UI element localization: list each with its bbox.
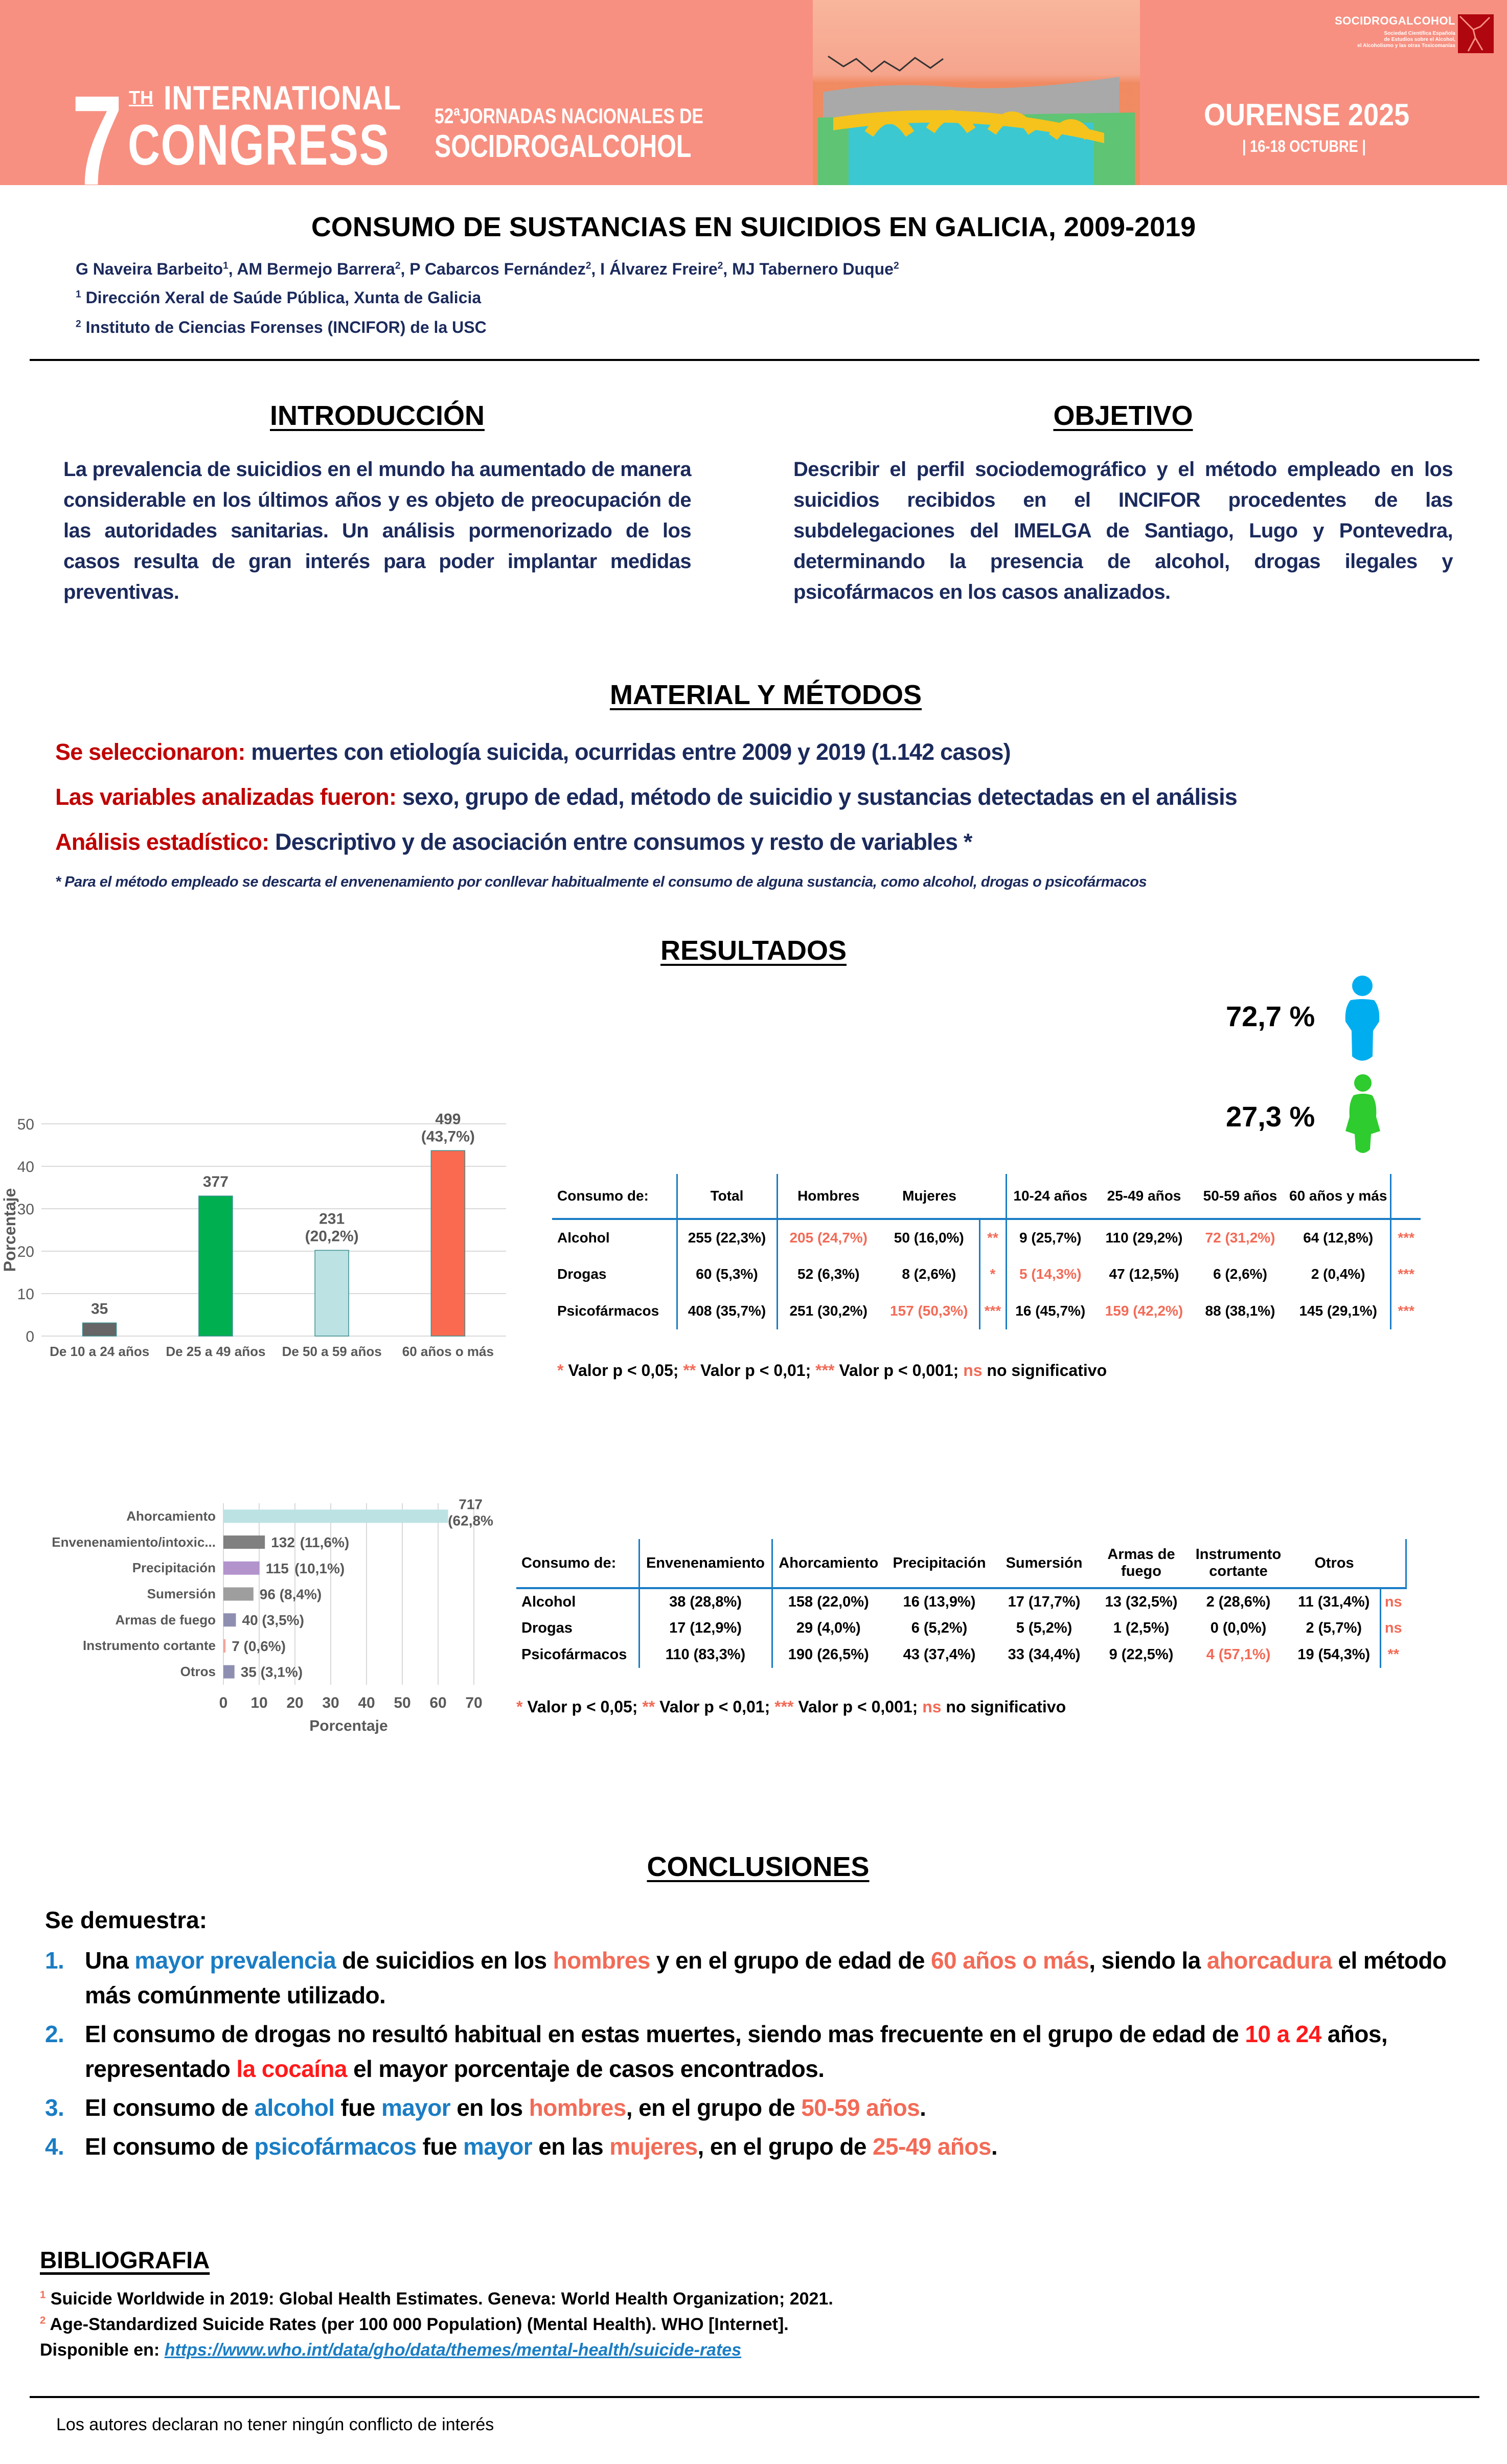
table-cell: 9 (22,5%) [1109,1646,1174,1663]
col-header: Otros [1314,1554,1354,1571]
legend-text: Valor p < 0,05; [563,1361,683,1380]
conclusion-number: 3. [45,2094,64,2121]
text-fragment: años, representado [85,2021,1388,2082]
data-label: (43,7%) [421,1128,475,1145]
affil-sup: 2 [76,319,81,330]
significance-marker: *** [1398,1303,1415,1319]
conclusion-text [85,2090,1471,2125]
y-tick-label: 50 [17,1116,34,1133]
y-tick-label: Armas de fuego [115,1612,216,1627]
legend-text: no significativo [941,1698,1066,1716]
x-tick-label: De 10 a 24 años [50,1344,150,1359]
logo-subtitle-2: de Estudios sobre el Alcohol, [1384,37,1455,42]
significance-marker: ** [979,1219,1006,1256]
logo-subtitle-3: el Alcoholismo y las otras Toxicomanías [1357,43,1455,49]
text-fragment: , en el grupo de [626,2094,802,2121]
logo-name: SOCIDROGALCOHOL [1334,14,1455,27]
col-header: 60 años y más [1286,1174,1391,1219]
data-label: 499 [435,1111,461,1128]
legend-text: Valor p < 0,001; [834,1361,964,1380]
divider [30,359,1479,361]
ref-text: Suicide Worldwide in 2019: Global Health Estimates. Geneva: World Health Organization; 2021. [45,2289,833,2309]
table-cell: 205 (24,7%) [777,1219,879,1256]
conclusion-item-1 [45,1943,1471,2013]
significance-legend-1 [557,1360,1107,1381]
table-cell: 17 (17,7%) [1008,1593,1081,1610]
table-substances-method [516,1539,1407,1668]
highlighted-phrase: la cocaína [236,2055,347,2082]
row-label: Psicofármacos [557,1303,659,1319]
col-header: Sumersión [1006,1554,1083,1571]
highlighted-phrase: 25-49 años [873,2133,991,2160]
table-cell: 13 (32,5%) [1105,1593,1178,1610]
event-dates: | 16-18 OCTUBRE | [1242,137,1366,155]
highlighted-phrase: hombres [529,2094,626,2121]
col-header: Consumo de: [521,1554,616,1571]
author-name: , MJ Tabernero Duque [723,260,894,278]
affil-text: Dirección Xeral de Saúde Pública, Xunta de Galicia [81,288,482,307]
table-cell: 72 (31,2%) [1205,1230,1275,1246]
text-fragment: el método más comúnmente utilizado. [85,1947,1447,2008]
affiliation-2 [76,317,487,337]
data-label: 717 [459,1496,483,1512]
conclusion-number: 1. [45,1947,64,1974]
col-header: Consumo de: [557,1188,649,1204]
data-label: (10,1%) [294,1560,345,1576]
highlighted-phrase: hombres [553,1947,650,1974]
method-line-2 [55,782,1476,812]
table-cell: 159 (42,2%) [1105,1303,1183,1319]
divider [30,2396,1479,2398]
author-name: , P Cabarcos Fernández [400,260,586,278]
table-cell: 2 (5,7%) [1288,1615,1380,1641]
legend-text: Valor p < 0,05; [522,1698,643,1716]
legend-text: Valor p < 0,01; [655,1698,775,1716]
table-cell: 33 (34,4%) [1008,1646,1081,1663]
highlighted-phrase: mayor prevalencia [134,1947,336,1974]
col-header: 25-49 años [1107,1188,1181,1204]
bar [223,1562,260,1575]
reference-2 [40,2313,789,2336]
conclusion-item-4 [45,2129,1471,2164]
age-group-x-axis-labels [41,1344,506,1359]
legend-text: Valor p < 0,001; [793,1698,923,1716]
data-label: 132 [271,1534,295,1551]
col-header: 50-59 años [1203,1188,1277,1204]
y-tick-label: Instrumento cortante [82,1638,216,1654]
objetivo-heading: OBJETIVO [1053,400,1193,431]
col-header: 10-24 años [1006,1174,1094,1219]
legend-symbol: *** [815,1361,835,1380]
author-name: , I Álvarez Freire [591,260,718,278]
x-tick-label: De 50 a 59 años [282,1344,382,1359]
table-cell: 52 (6,3%) [777,1256,879,1293]
y-tick-label: Precipitación [132,1560,216,1576]
female-icon [1344,1074,1381,1156]
significance-marker: ns [1384,1619,1402,1636]
legend-symbol: ** [642,1698,655,1716]
table-row [516,1641,1406,1668]
y-tick-label: Otros [180,1663,216,1679]
ref-text: Age-Standardized Suicide Rates (per 100 000 Population) (Mental Health). WHO [Internet]. [45,2315,789,2334]
reference-1 [40,2288,833,2310]
highlighted-phrase: mujeres [609,2133,698,2160]
text-fragment: El consumo de [85,2133,255,2160]
ref-sup: 1 [40,2289,46,2301]
table-cell: 190 (26,5%) [772,1641,884,1668]
col-header: Hombres [777,1174,879,1219]
table-cell: 47 (12,5%) [1109,1266,1179,1282]
intro-section [63,399,691,607]
text-fragment: de suicidios en los [336,1947,553,1974]
row-label: Alcohol [521,1593,576,1610]
table-cell: 19 (54,3%) [1288,1641,1380,1668]
author-affil-sup: 2 [893,260,899,272]
x-axis-label: Porcentaje [309,1717,388,1734]
text-fragment: en los [450,2094,529,2121]
table-cell: 6 (2,6%) [1213,1266,1267,1282]
author-affil-sup: 2 [717,260,723,272]
text-fragment: fue [334,2094,381,2121]
author-name: G Naveira Barbeito [76,260,223,278]
table-cell: 16 (45,7%) [1006,1293,1094,1329]
legend-symbol: ** [683,1361,696,1380]
x-tick-label: 20 [286,1694,304,1711]
male-percentage: 72,7 % [1226,1000,1315,1032]
table-cell: 88 (38,1%) [1205,1303,1275,1319]
text-fragment: en las [532,2133,610,2160]
col-header: Ahorcamiento [772,1539,884,1588]
x-tick-label: De 25 a 49 años [166,1344,266,1359]
table-cell: 5 (5,2%) [1016,1619,1072,1636]
x-tick-label: 30 [322,1694,339,1711]
conclusion-text [85,1943,1471,2013]
data-label: (20,2%) [305,1228,359,1245]
metodos-heading: MATERIAL Y MÉTODOS [609,680,922,710]
y-tick-label: 0 [26,1328,34,1345]
col-header: Envenenamiento [639,1539,772,1588]
table-cell: 43 (37,4%) [903,1646,976,1663]
legend-symbol: * [516,1698,523,1716]
significance-marker: *** [1398,1266,1415,1282]
male-icon [1344,976,1380,1063]
bar [431,1150,465,1336]
bar [199,1196,233,1336]
table-cell: 50 (16,0%) [894,1230,964,1246]
bibliografia-heading: BIBLIOGRAFIA [40,2247,210,2273]
author-name: , AM Bermejo Barrera [228,260,395,278]
data-label: 7 (0,6%) [232,1638,286,1654]
legend-text: no significativo [982,1361,1107,1380]
intro-heading: INTRODUCCIÓN [270,400,485,431]
bar [223,1588,254,1601]
y-axis-label: Porcentaje [1,1188,19,1272]
table-cell: 110 (83,3%) [639,1641,772,1668]
data-label: 115 [265,1560,289,1576]
poster-title: CONSUMO DE SUSTANCIAS EN SUICIDIOS EN GALICIA, 2009-2019 [311,212,1196,242]
table-cell: 0 (0,0%) [1210,1619,1267,1636]
conclusion-text [85,2129,1471,2164]
table-row [552,1219,1421,1256]
table-cell: 29 (4,0%) [772,1615,884,1641]
suicide-method-bar-chart [0,1473,511,1779]
table-row [552,1256,1421,1293]
conclusiones-heading: CONCLUSIONES [647,1851,870,1882]
y-tick-label: 20 [17,1244,34,1260]
table-cell: 1 (2,5%) [1113,1619,1170,1636]
highlighted-phrase: mayor [463,2133,533,2160]
y-tick-label: 30 [17,1201,34,1218]
table-substances-sex-age [552,1174,1421,1329]
conclusion-item-3 [45,2090,1471,2125]
data-label: 35 [90,1300,108,1318]
significance-marker: ** [1387,1646,1400,1663]
society-logo-text [1309,14,1455,49]
conclusiones-intro: Se demuestra: [45,1907,208,1933]
author-affil-sup: 2 [395,260,401,272]
x-tick-label: 40 [358,1694,375,1711]
legend-symbol: * [557,1361,564,1380]
y-tick-label: 10 [17,1286,34,1303]
x-tick-label: 10 [250,1694,268,1711]
text-fragment: El consumo de drogas no resultó habitual en estas muertes, siendo mas frecuente en el grupo de edad de [85,2021,1245,2047]
legend-symbol: ns [922,1698,942,1716]
text-fragment: . [991,2133,997,2160]
highlighted-phrase: alcohol [254,2094,335,2121]
conclusion-number: 4. [45,2133,64,2160]
significance-marker: *** [979,1293,1006,1329]
table-cell: 251 (30,2%) [777,1293,879,1329]
text-fragment: , siendo la [1089,1947,1207,1974]
y-tick-label: Sumersión [147,1586,216,1601]
table-row [552,1293,1421,1329]
legend-symbol: ns [963,1361,983,1380]
col-header: Armas de fuego [1107,1546,1175,1579]
bar [315,1250,349,1336]
table-cell: 145 (29,1%) [1286,1293,1391,1329]
city-year: OURENSE 2025 [1204,98,1410,132]
bridge-illustration [782,0,1171,185]
table-cell: 38 (28,8%) [639,1588,772,1615]
jornadas-line1: 52ªJORNADAS NACIONALES DE [435,104,703,128]
table-cell: 255 (22,3%) [677,1219,777,1256]
author-list [76,259,899,279]
method-text: sexo, grupo de edad, método de suicidio y sustancias detectadas en el análisis [396,784,1238,810]
age-group-bar-chart [0,1099,537,1345]
row-label: Drogas [557,1266,607,1282]
table-cell: 16 (13,9%) [903,1593,976,1610]
legend-text: Valor p < 0,01; [696,1361,816,1380]
table-cell: 110 (29,2%) [1105,1230,1183,1246]
conclusion-text [85,2017,1471,2086]
table-cell: 408 (35,7%) [677,1293,777,1329]
intro-text: La prevalencia de suicidios en el mundo ha aumentado de manera considerable en los últimos años y es objeto de preocupación de las autoridades sanitarias. Un análisis pormenorizado de los casos resulta de gran interés para poder implantar medidas preventivas. [63,458,691,603]
reference-available [40,2339,741,2361]
col-header: Mujeres [902,1188,956,1204]
table-cell: 157 (50,3%) [889,1303,968,1319]
x-tick-label: 60 años o más [402,1344,494,1359]
table-cell: 2 (0,4%) [1286,1256,1391,1293]
data-label: (11,6%) [300,1534,350,1551]
significance-legend-2 [516,1697,1066,1717]
data-label: 231 [319,1210,345,1228]
table-cell: 64 (12,8%) [1286,1219,1391,1256]
method-label: Análisis estadístico: [55,829,269,855]
table-cell: 60 (5,3%) [677,1256,777,1293]
female-percentage: 27,3 % [1226,1100,1315,1133]
affil-sup: 1 [76,289,81,300]
col-header: Instrumento cortante [1195,1546,1282,1579]
table-cell: 2 (28,6%) [1206,1593,1271,1610]
col-header [979,1174,1006,1219]
row-label: Psicofármacos [521,1646,627,1663]
table-header-row [552,1174,1421,1219]
method-label: Se seleccionaron: [55,739,245,765]
col-header: Total [677,1174,777,1219]
x-tick-label: 50 [394,1694,411,1711]
row-label: Alcohol [557,1230,610,1246]
logo-subtitle-1: Sociedad Científica Española [1384,31,1455,36]
significance-marker: ns [1384,1593,1402,1610]
row-label: Drogas [521,1619,573,1636]
affiliation-1 [76,287,481,308]
author-affil-sup: 2 [585,260,591,272]
society-logo-icon [1458,14,1494,53]
data-label: 40 (3,5%) [242,1612,304,1629]
table-cell: 17 (12,9%) [639,1615,772,1641]
table-row [516,1615,1406,1641]
method-line-3 [55,827,1476,857]
col-header [1391,1174,1421,1219]
metodos-section [55,678,1476,892]
col-header: Precipitación [893,1554,986,1571]
bar [223,1535,265,1549]
jornadas-line2: SOCIDROGALCOHOL [435,129,692,164]
bar [83,1323,117,1336]
objetivo-text: Describir el perfil sociodemográfico y el método empleado en los suicidios recibidos en el INCIFOR procedentes de las subdelegaciones del IMELGA de Santiago, Lugo y Pontevedra, determinando la presencia de alcohol, drogas ilegales y psicofármacos en los casos analizados. [793,458,1453,603]
x-tick-label: 70 [465,1694,483,1711]
congress-line1: INTERNATIONAL [164,79,402,117]
table-cell: 6 (5,2%) [911,1619,968,1636]
x-tick-label: 0 [219,1694,228,1711]
col-header [1380,1539,1406,1588]
data-label: 35 (3,1%) [240,1664,303,1680]
highlighted-phrase: mayor [381,2094,451,2121]
available-label: Disponible en: [40,2340,165,2360]
highlighted-phrase: 60 años o más [931,1947,1089,1974]
y-tick-label: Envenenamiento/intoxic... [52,1534,216,1550]
text-fragment: . [920,2094,926,2121]
highlighted-phrase: 10 a 24 [1245,2021,1321,2047]
highlighted-phrase: ahorcadura [1206,1947,1332,1974]
table-cell: 4 (57,1%) [1206,1646,1271,1663]
text-fragment: el mayor porcentaje de casos encontrados. [347,2055,825,2082]
method-text: muertes con etiología suicida, ocurridas entre 2009 y 2019 (1.142 casos) [245,739,1011,765]
legend-symbol: *** [774,1698,794,1716]
congress-suffix: TH [129,87,153,108]
data-label: 377 [202,1173,229,1191]
highlighted-phrase: psicofármacos [254,2133,417,2160]
method-line-1 [55,737,1476,767]
header-banner [0,0,1507,185]
conclusion-number: 2. [45,2021,64,2047]
significance-marker: *** [1398,1230,1415,1246]
resultados-heading: RESULTADOS [660,935,847,966]
ref-sup: 2 [40,2315,46,2326]
affil-text: Instituto de Ciencias Forenses (INCIFOR) de la USC [81,318,487,336]
table-cell: 9 (25,7%) [1006,1219,1094,1256]
congress-number: 7 [72,69,120,185]
data-label: (62,8% [448,1512,493,1529]
data-label: 96 (8,4%) [259,1586,322,1602]
text-fragment: , en el grupo de [697,2133,873,2160]
y-tick-label: Ahorcamiento [126,1508,216,1524]
method-label: Las variables analizadas fueron: [55,784,397,810]
text-fragment: Una [85,1947,135,1974]
bar [223,1613,236,1626]
significance-marker: * [979,1256,1006,1293]
text-fragment: El consumo de [85,2094,255,2121]
table-cell: 158 (22,0%) [772,1588,884,1615]
method-text: Descriptivo y de asociación entre consumos y resto de variables * [269,829,972,855]
conclusion-item-2 [45,2017,1471,2086]
congress-line2: CONGRESS [128,113,390,177]
table-row [516,1588,1406,1615]
text-fragment: fue [416,2133,464,2160]
highlighted-phrase: 50-59 años [801,2094,920,2121]
author-affil-sup: 1 [223,260,229,272]
table-header-row [516,1539,1406,1588]
bar [223,1509,448,1523]
bar [223,1665,235,1679]
y-tick-label: 40 [17,1159,34,1176]
x-tick-label: 60 [429,1694,447,1711]
table-cell: 11 (31,4%) [1288,1588,1380,1615]
conflict-statement: Los autores declaran no tener ningún conflicto de interés [56,2415,494,2434]
conclusiones-section [45,1850,1471,2168]
table-cell: 8 (2,6%) [902,1266,956,1282]
table-cell: 5 (14,3%) [1006,1256,1094,1293]
who-link[interactable]: https://www.who.int/data/gho/data/themes/mental-health/suicide-rates [164,2340,742,2360]
bar [223,1639,225,1653]
objetivo-section [793,399,1453,607]
text-fragment: y en el grupo de edad de [650,1947,931,1974]
method-footnote: * Para el método empleado se descarta el envenenamiento por conllevar habitualmente el consumo de alguna sustancia, como alcohol, drogas o psicofármacos [55,874,1147,890]
